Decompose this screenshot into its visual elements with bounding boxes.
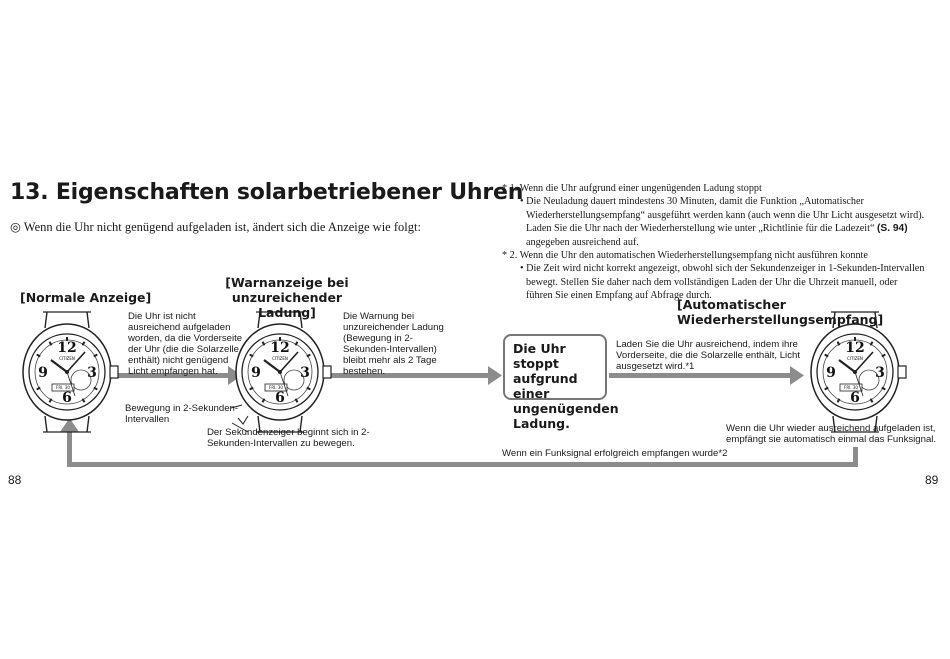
text-line: Intervallen — [125, 414, 170, 425]
text-two-second-movement — [125, 403, 238, 425]
dial-brand: CITIZEN — [847, 356, 863, 361]
dial-12: 12 — [845, 340, 865, 356]
text-charge-instruction — [616, 339, 800, 372]
state-recovery-label: [Automatischer Wiederherstellungsempfang] — [677, 297, 884, 327]
page-title: 13. Eigenschaften solarbetriebener Uhren — [10, 180, 524, 205]
text-line: ausreichend aufgeladen — [128, 322, 231, 333]
text-line: worden, da die Vorderseite — [128, 333, 243, 344]
text-line: empfängt sie automatisch einmal das Funksignal. — [726, 434, 937, 445]
dial-date: FRI. 30 — [844, 385, 858, 390]
text-recovery-signal — [726, 423, 936, 445]
text-line: Die Warnung bei — [343, 311, 415, 322]
text-line: Vorderseite, die die Solarzelle enthält, Licht — [616, 350, 800, 361]
note-1a: • Die Neuladung dauert mindestens 30 Minuten, damit die Funktion „Automatischer — [520, 196, 864, 208]
dial-date: FRI. 30 — [269, 385, 283, 390]
box-line: aufgrund einer — [513, 371, 578, 401]
intro-text: ◎ Wenn die Uhr nicht genügend aufgeladen ist, ändert sich die Anzeige wie folgt: — [10, 220, 421, 234]
dial-date: FRI. 30 — [56, 385, 70, 390]
dial-brand: CITIZEN — [272, 356, 288, 361]
text-line: Sekunden-Intervallen zu bewegen. — [207, 438, 355, 449]
text-line: bleibt mehr als 2 Tage — [343, 355, 437, 366]
text-line: Bewegung in 2-Sekunden- — [125, 403, 239, 414]
text-line: Laden Sie die Uhr ausreichend, indem ihre — [616, 339, 798, 350]
text-insufficient-light — [128, 311, 242, 377]
note-1c-text: Laden Sie die Uhr nach der Wiederherstellung wie unter „Richtlinie für die Ladezeit“ — [526, 223, 875, 235]
text-line: Die Uhr ist nicht — [128, 311, 196, 322]
note-2b: bewegt. Stellen Sie daher nach dem vollständigen Laden der Uhr die Uhrzeit manuell, oder — [526, 276, 898, 288]
stopped-state-box — [503, 334, 619, 431]
dial-3: 3 — [87, 365, 97, 381]
dial-6: 6 — [62, 390, 72, 406]
dial-6: 6 — [850, 390, 860, 406]
text-line: Wenn die Uhr wieder ausreichend aufgeladen ist, — [726, 423, 936, 434]
text-line: bestehen. — [343, 366, 386, 377]
box-line: Die Uhr stoppt — [513, 341, 566, 371]
text-line: Licht empfangen hat. — [128, 366, 218, 377]
text-line: unzureichender Ladung — [343, 322, 444, 333]
box-line: ungenügenden — [513, 401, 619, 416]
page-number-right: 89 — [925, 473, 939, 487]
text-warning-duration — [343, 311, 444, 377]
dial-3: 3 — [875, 365, 885, 381]
dial-12: 12 — [270, 340, 290, 356]
dial-brand: CITIZEN — [59, 356, 75, 361]
text-line: enthält) nicht genügend — [128, 355, 229, 366]
note-2a: • Die Zeit wird nicht korrekt angezeigt, obwohl sich der Sekundenzeiger in 1-Sekunden-Intervallen — [520, 263, 925, 275]
dial-6: 6 — [275, 390, 285, 406]
dial-9: 9 — [826, 365, 836, 381]
text-second-hand — [207, 427, 370, 449]
text-signal-received: Wenn ein Funksignal erfolgreich empfangen wurde*2 — [502, 448, 728, 459]
dial-3: 3 — [300, 365, 310, 381]
text-line: (Bewegung in 2- — [343, 333, 413, 344]
text-line: ausgesetzt wird.*1 — [616, 361, 695, 372]
box-line: Ladung. — [513, 416, 570, 431]
state-warning-line-2: unzureichender Ladung] — [231, 290, 343, 320]
text-line: Sekunden-Intervallen) — [343, 344, 437, 355]
note-2c: führen Sie einen Empfang auf Abfrage durch. — [526, 290, 712, 302]
arrow-stopped-to-recovery — [609, 373, 793, 378]
page-number-left: 88 — [8, 473, 22, 487]
state-normal-label: [Normale Anzeige] — [20, 290, 152, 305]
text-line: Der Sekundenzeiger beginnt sich in 2- — [207, 427, 370, 438]
note-1: * 1. Wenn die Uhr aufgrund einer ungenügenden Ladung stoppt — [502, 183, 762, 194]
note-1b: Wiederherstellungsempfang“ ausgeführt werden kann (auch wenn die Uhr Licht ausgesetzt wird). — [526, 209, 925, 221]
note-2: * 2. Wenn die Uhr den automatischen Wiederherstellungsempfang nicht ausführen konnte — [502, 250, 868, 262]
note-1d: angegeben ausreichend auf. — [526, 236, 639, 248]
dial-9: 9 — [251, 365, 261, 381]
dial-12: 12 — [57, 340, 77, 356]
dial-9: 9 — [38, 365, 48, 381]
state-warning-line-1: [Warnanzeige bei — [225, 275, 349, 290]
page-reference: (S. 94) — [877, 223, 908, 235]
text-line: der Uhr (die die Solarzelle — [128, 344, 239, 355]
